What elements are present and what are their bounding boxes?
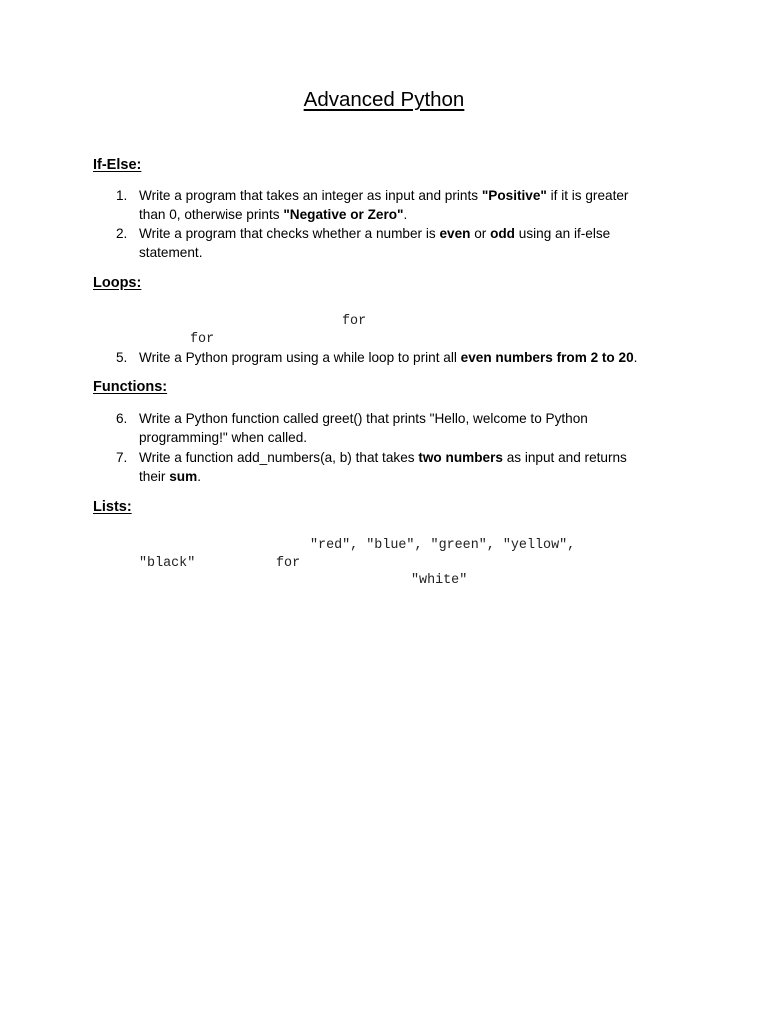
section-heading-lists: Lists: xyxy=(93,499,132,515)
code-fragment: "red", "blue", "green", "yellow", xyxy=(310,538,576,553)
list-item-number: 7. xyxy=(116,450,128,465)
list-item-text: their sum. xyxy=(139,469,201,484)
list-item-text: Write a Python program using a while loop to print all even numbers from 2 to 20. xyxy=(139,350,638,365)
list-item-text: programming!" when called. xyxy=(139,430,308,445)
code-fragment: for xyxy=(276,556,301,571)
list-item-number: 2. xyxy=(116,226,128,241)
list-item-number: 6. xyxy=(116,411,128,426)
code-fragment: "black" xyxy=(139,556,196,571)
list-item-text: Write a function add_numbers(a, b) that takes two numbers as input and returns xyxy=(139,450,627,465)
section-heading-if-else: If-Else: xyxy=(93,157,142,173)
list-item-number: 5. xyxy=(116,350,128,365)
code-fragment: for xyxy=(190,332,215,347)
list-item-text: Write a program that takes an integer as input and prints "Positive" if it is greater xyxy=(139,188,629,203)
list-item-text: Write a Python function called greet() that prints "Hello, welcome to Python xyxy=(139,411,588,426)
list-item-text: than 0, otherwise prints "Negative or Zero". xyxy=(139,207,408,222)
list-item-number: 1. xyxy=(116,188,128,203)
section-heading-functions: Functions: xyxy=(93,379,168,395)
list-item-text: Write a program that checks whether a number is even or odd using an if-else xyxy=(139,226,611,241)
code-fragment: for xyxy=(342,314,367,329)
section-heading-loops: Loops: xyxy=(93,275,142,291)
page-title: Advanced Python xyxy=(303,88,465,111)
code-fragment: "white" xyxy=(411,573,468,588)
list-item-text: statement. xyxy=(139,245,203,260)
